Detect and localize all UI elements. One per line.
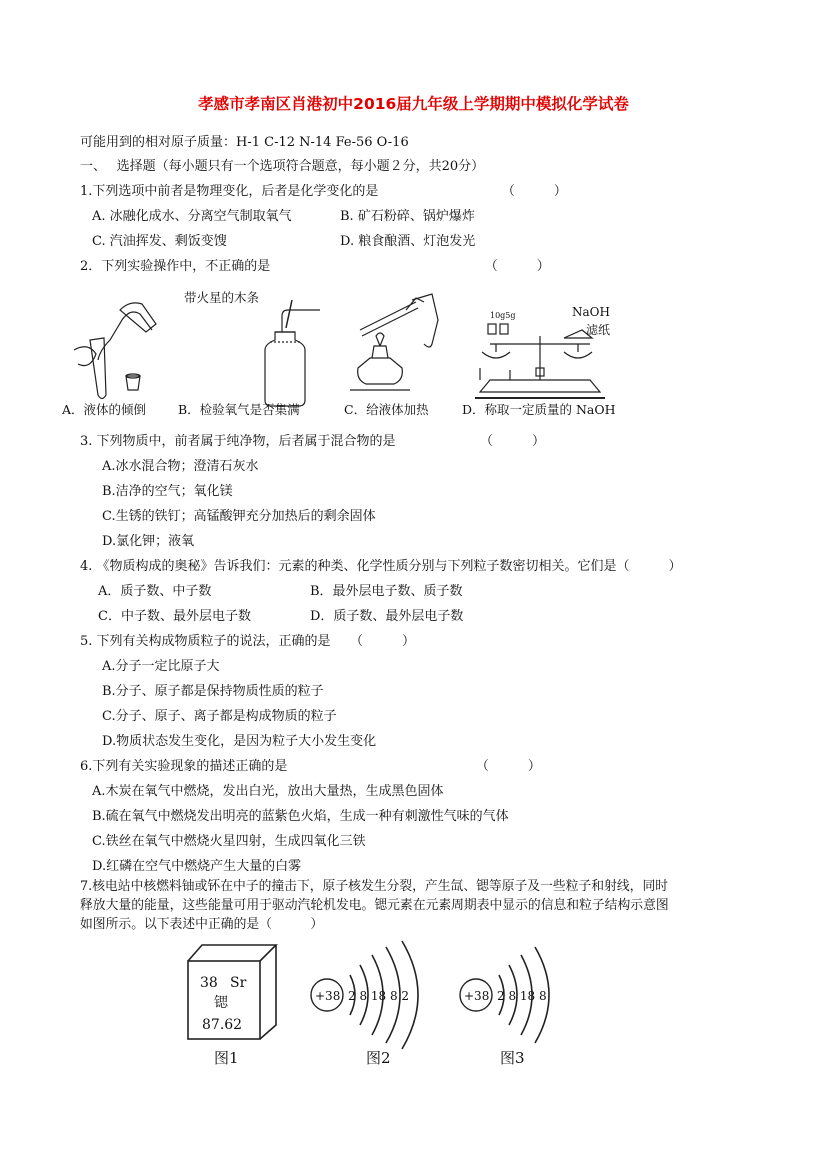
element-mass: 87.62	[202, 1017, 243, 1033]
q1-option-d: D. 粮食酿酒、灯泡发光	[340, 234, 476, 249]
gas-bottle-illustration	[265, 300, 320, 406]
q6-stem: 6.下列有关实验现象的描述正确的是 （ ）	[80, 759, 541, 774]
q7-stem-line-2: 释放大量的能量，这些能量可用于驱动汽轮机发电。锶元素在元素周期表中显示的信息和粒子结构示意图	[80, 898, 669, 913]
q3-option-b: B.洁净的空气；氧化镁	[102, 484, 233, 499]
q2-apparatus-figure	[60, 280, 680, 420]
q7-stem-line-1: 7.核电站中核燃料铀或钚在中子的撞击下，原子核发生分裂，产生氙、锶等原子及一些粒子和射线，同时	[80, 879, 669, 894]
q7-strontium-figure	[180, 935, 600, 1075]
fig1-label: 图1	[214, 1049, 239, 1067]
fig2-label: 图2	[366, 1049, 391, 1067]
weights-label: 10g5g	[490, 311, 516, 320]
q3-stem: 3. 下列物质中，前者属于纯净物，后者属于混合物的是 （ ）	[80, 434, 546, 449]
q1-option-c: C. 汽油挥发、剩饭变馊	[92, 234, 227, 249]
q5-option-d: D.物质状态发生变化，是因为粒子大小发生变化	[102, 734, 377, 749]
q3-option-c: C.生锈的铁钉；高锰酸钾充分加热后的剩余固体	[102, 509, 376, 524]
q6-option-c: C.铁丝在氧气中燃烧火星四射，生成四氧化三铁	[92, 834, 366, 849]
q2-caption-c: C．给液体加热	[344, 402, 429, 417]
fig3-nucleus-charge: +38	[464, 989, 490, 1003]
section-heading: 一、 选择题（每小题只有一个选项符合题意，每小题２分，共20分）	[80, 159, 485, 174]
q4-option-a: A．质子数、中子数	[98, 584, 212, 599]
q1-stem: 1.下列选项中前者是物理变化，后者是化学变化的是 （ ）	[80, 184, 567, 199]
q6-option-d: D.红磷在空气中燃烧产生大量的白雾	[92, 859, 302, 874]
q7-stem-line-3: 如图所示。以下表述中正确的是（ ）	[80, 917, 324, 932]
fig3-label: 图3	[500, 1049, 525, 1067]
q2-caption-d: D．称取一定质量的 NaOH	[462, 402, 616, 417]
q4-stem: 4. 《物质构成的奥秘》告诉我们：元素的种类、化学性质分别与下列粒子数密切相关。它们是（ ）	[80, 559, 682, 574]
fig2-electron-shells: 2 8 18 8 2	[348, 989, 410, 1003]
element-name: 锶	[214, 995, 228, 1011]
fig2-nucleus-charge: +38	[315, 989, 341, 1003]
filter-paper-label: 滤纸	[586, 323, 611, 337]
q6-option-b: B.硫在氧气中燃烧发出明亮的蓝紫色火焰，生成一种有刺激性气味的气体	[92, 809, 509, 824]
q2-stem: 2．下列实验操作中，不正确的是 （ ）	[80, 259, 550, 274]
q5-stem: 5. 下列有关构成物质粒子的说法，正确的是 （ ）	[80, 634, 416, 649]
page-title: 孝感市孝南区肖港初中2016届九年级上学期期中模拟化学试卷	[198, 95, 629, 113]
q4-option-b: B．最外层电子数、质子数	[310, 584, 463, 599]
pouring-liquid-illustration	[74, 303, 156, 399]
q5-option-c: C.分子、原子、离子都是构成物质的粒子	[102, 709, 337, 724]
q3-option-a: A.冰水混合物；澄清石灰水	[102, 459, 259, 474]
glowing-splint-label: 带火星的木条	[184, 290, 260, 305]
element-symbol: Sr	[230, 975, 247, 991]
q4-option-d: D．质子数、最外层电子数	[310, 609, 464, 624]
fig3-electron-shells: 2 8 18 8	[497, 989, 547, 1003]
naoh-label: NaOH	[572, 305, 610, 319]
heating-liquid-illustration	[350, 294, 438, 390]
q3-option-d: D.氯化钾；液氧	[102, 534, 195, 549]
q6-option-a: A.木炭在氧气中燃烧，发出白光，放出大量热，生成黑色固体	[92, 784, 444, 799]
q5-option-b: B.分子、原子都是保持物质性质的粒子	[102, 684, 324, 699]
q1-option-b: B. 矿石粉碎、锅炉爆炸	[340, 209, 475, 224]
q1-option-a: A. 冰融化成水、分离空气制取氧气	[92, 209, 292, 224]
q2-caption-b: B．检验氧气是否集满	[178, 402, 300, 417]
q5-option-a: A.分子一定比原子大	[102, 659, 220, 674]
atomic-masses: 可能用到的相对原子质量：H-1 C-12 N-14 Fe-56 O-16	[80, 135, 409, 150]
q2-caption-a: A．液体的倾倒	[62, 402, 147, 417]
element-number: 38	[200, 975, 218, 991]
q4-option-c: C．中子数、最外层电子数	[98, 609, 251, 624]
